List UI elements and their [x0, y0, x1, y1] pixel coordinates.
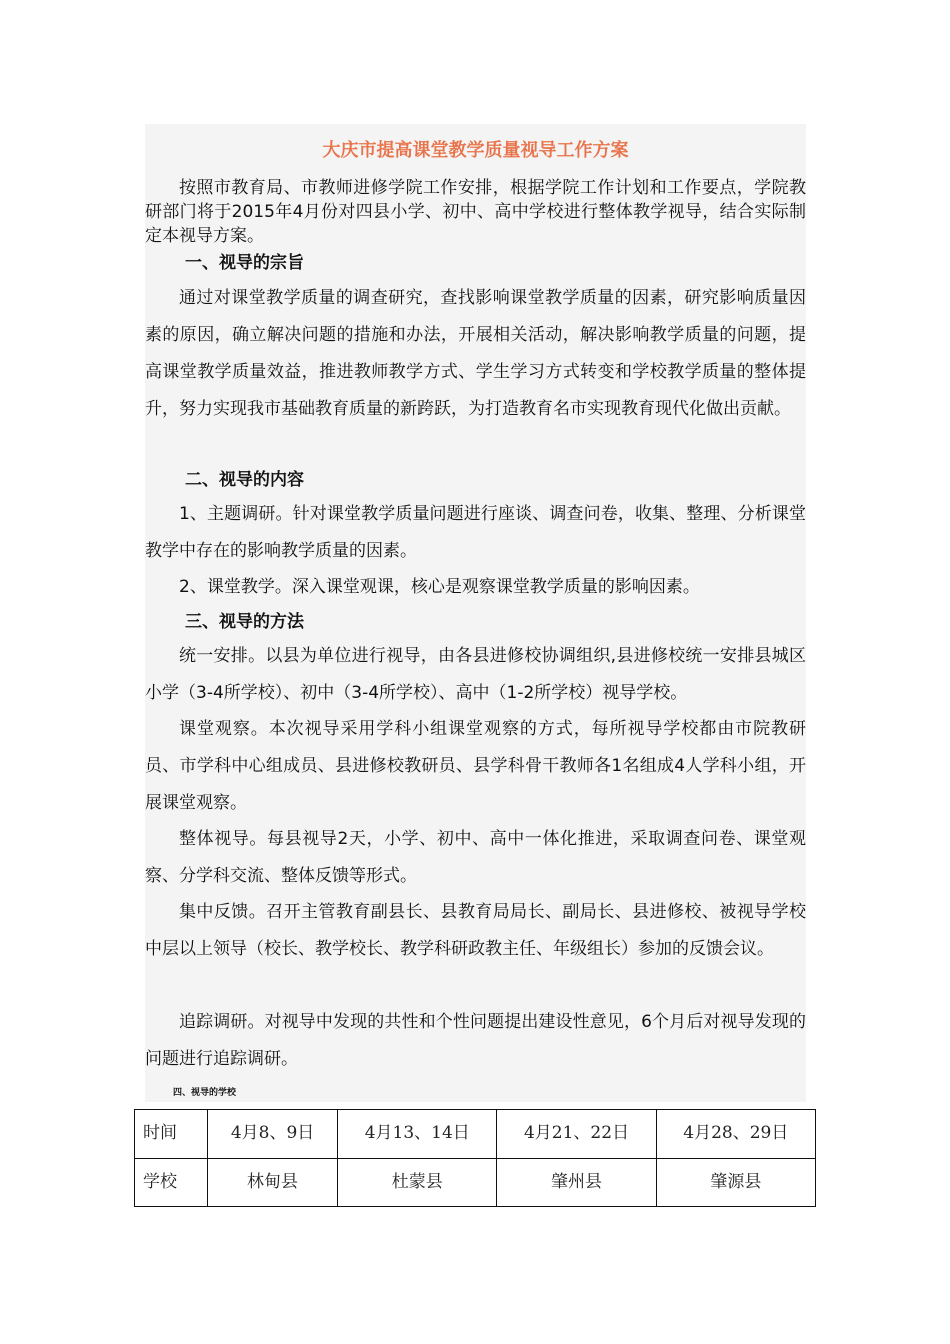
- intro-paragraph: 按照市教育局、市教师进修学院工作安排，根据学院工作计划和工作要点，学院教研部门将于2015年4月份对四县小学、初中、高中学校进行整体教学视导，结合实际制定本视导方案。: [145, 178, 806, 246]
- table-cell-date: 4月21、22日: [497, 1110, 656, 1159]
- section-2-paragraph-2: 2、课堂教学。深入课堂观课，核心是观察课堂教学质量的影响因素。: [179, 577, 700, 597]
- section-3-paragraph-1: 统一安排。以县为单位进行视导，由各县进修校协调组织,县进修校统一安排县城区小学（3-4所学校）、初中（3-4所学校）、高中（1-2所学校）视导学校。: [145, 646, 806, 703]
- row-header-time: 时间: [135, 1110, 208, 1159]
- section-3-paragraph-5: 追踪调研。对视导中发现的共性和个性问题提出建设性意见，6个月后对视导发现的问题进行追踪调研。: [145, 1012, 806, 1069]
- table-cell-date: 4月8、9日: [208, 1110, 338, 1159]
- section-3-paragraph-3: 整体视导。每县视导2天，小学、初中、高中一体化推进，采取调查问卷、课堂观察、分学科交流、整体反馈等形式。: [145, 829, 806, 886]
- table-cell-county: 林甸县: [208, 1158, 338, 1207]
- section-4-heading: 四、视导的学校: [173, 1088, 237, 1098]
- section-2-paragraph-1: 1、主题调研。针对课堂教学质量问题进行座谈、调查问卷，收集、整理、分析课堂教学中存在的影响教学质量的因素。: [145, 504, 806, 561]
- section-3-heading: 三、视导的方法: [185, 612, 304, 632]
- document-title: 大庆市提高课堂教学质量视导工作方案: [322, 140, 629, 161]
- table-row: [135, 1110, 816, 1159]
- section-1-paragraph-1: 通过对课堂教学质量的调查研究，查找影响课堂教学质量的因素，研究影响质量因素的原因，确立解决问题的措施和办法，开展相关活动，解决影响教学质量的问题，提高课堂教学质量效益，推进教师教学方式、学生学习方式转变和学校教学质量的整体提升，努力实现我市基础教育质量的新跨跃，为打造教育名市实现教育现代化做出贡献。: [145, 288, 806, 419]
- table-cell-county: 杜蒙县: [338, 1158, 497, 1207]
- table-cell-date: 4月28、29日: [656, 1110, 815, 1159]
- section-1-heading: 一、视导的宗旨: [185, 253, 304, 273]
- table-cell-county: 肇州县: [497, 1158, 656, 1207]
- section-3-paragraph-4: 集中反馈。召开主管教育副县长、县教育局局长、副局长、县进修校、被视导学校中层以上领导（校长、教学校长、教学科研政教主任、年级组长）参加的反馈会议。: [145, 902, 806, 959]
- section-2-heading: 二、视导的内容: [185, 470, 304, 490]
- document-body: [145, 124, 806, 1102]
- table-cell-county: 肇源县: [656, 1158, 815, 1207]
- row-header-school: 学校: [135, 1158, 208, 1207]
- section-3-paragraph-2: 课堂观察。本次视导采用学科小组课堂观察的方式，每所视导学校都由市院教研员、市学科中心组成员、县进修校教研员、县学科骨干教师各1名组成4人学科小组，开展课堂观察。: [145, 719, 806, 813]
- table-cell-date: 4月13、14日: [338, 1110, 497, 1159]
- table-row: [135, 1158, 816, 1207]
- schedule-table: [134, 1109, 816, 1207]
